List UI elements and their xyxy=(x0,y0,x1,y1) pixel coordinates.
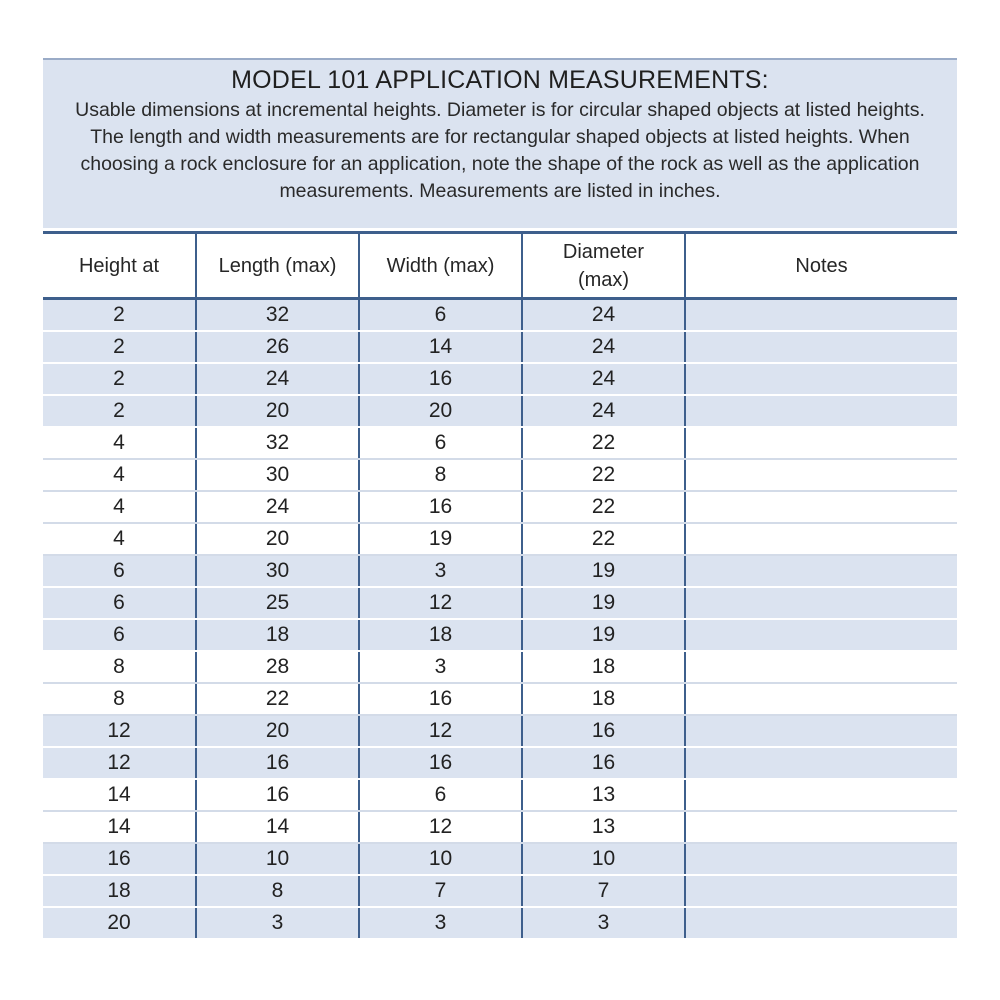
cell-length: 28 xyxy=(196,651,359,683)
cell-width: 7 xyxy=(359,875,522,907)
cell-length: 16 xyxy=(196,779,359,811)
cell-length: 32 xyxy=(196,427,359,459)
column-header-diameter xyxy=(522,233,685,299)
cell-width: 8 xyxy=(359,459,522,491)
table-row xyxy=(43,587,957,619)
cell-notes xyxy=(685,747,957,779)
cell-notes xyxy=(685,331,957,363)
table-row xyxy=(43,843,957,875)
cell-length: 20 xyxy=(196,523,359,555)
cell-length: 26 xyxy=(196,331,359,363)
cell-diameter: 18 xyxy=(522,651,685,683)
table-header xyxy=(43,233,957,299)
cell-height: 2 xyxy=(43,331,196,363)
cell-notes xyxy=(685,587,957,619)
cell-notes xyxy=(685,811,957,843)
cell-height: 4 xyxy=(43,491,196,523)
header-box xyxy=(43,58,957,228)
cell-height: 12 xyxy=(43,715,196,747)
table-row xyxy=(43,395,957,427)
cell-notes xyxy=(685,779,957,811)
header-row xyxy=(43,233,957,299)
cell-length: 20 xyxy=(196,395,359,427)
measurements-table xyxy=(43,231,957,940)
table-row xyxy=(43,491,957,523)
table-row xyxy=(43,651,957,683)
cell-width: 19 xyxy=(359,523,522,555)
column-header-width: Width (max) xyxy=(359,233,522,299)
cell-height: 2 xyxy=(43,363,196,395)
cell-diameter: 10 xyxy=(522,843,685,875)
cell-notes xyxy=(685,299,957,332)
cell-notes xyxy=(685,843,957,875)
table-row xyxy=(43,907,957,939)
cell-height: 6 xyxy=(43,587,196,619)
cell-diameter: 13 xyxy=(522,779,685,811)
cell-height: 2 xyxy=(43,299,196,332)
table-row xyxy=(43,715,957,747)
cell-diameter: 3 xyxy=(522,907,685,939)
column-header-height: Height at xyxy=(43,233,196,299)
cell-width: 6 xyxy=(359,779,522,811)
table-row xyxy=(43,523,957,555)
cell-width: 16 xyxy=(359,683,522,715)
cell-length: 18 xyxy=(196,619,359,651)
cell-diameter: 13 xyxy=(522,811,685,843)
cell-length: 20 xyxy=(196,715,359,747)
cell-notes xyxy=(685,523,957,555)
cell-diameter: 19 xyxy=(522,555,685,587)
cell-diameter: 22 xyxy=(522,459,685,491)
cell-length: 30 xyxy=(196,459,359,491)
cell-diameter: 16 xyxy=(522,747,685,779)
cell-width: 14 xyxy=(359,331,522,363)
cell-width: 12 xyxy=(359,587,522,619)
cell-diameter: 16 xyxy=(522,715,685,747)
cell-diameter: 7 xyxy=(522,875,685,907)
cell-width: 16 xyxy=(359,363,522,395)
cell-height: 6 xyxy=(43,619,196,651)
description-text: Usable dimensions at incremental heights. Diameter is for circular shaped objects at listed heights. The length and width measurements are for rectangular shaped objects at listed heights. When choosing a rock enclosure for an application, note the shape of the rock as well as the application measurements. Measurements are listed in inches. xyxy=(75,99,925,202)
table-row xyxy=(43,683,957,715)
cell-width: 12 xyxy=(359,715,522,747)
cell-length: 24 xyxy=(196,491,359,523)
cell-diameter: 22 xyxy=(522,523,685,555)
cell-notes xyxy=(685,491,957,523)
cell-diameter: 22 xyxy=(522,491,685,523)
cell-notes xyxy=(685,619,957,651)
cell-width: 16 xyxy=(359,491,522,523)
cell-height: 4 xyxy=(43,459,196,491)
cell-height: 8 xyxy=(43,651,196,683)
table-row xyxy=(43,555,957,587)
cell-height: 6 xyxy=(43,555,196,587)
cell-length: 30 xyxy=(196,555,359,587)
cell-length: 3 xyxy=(196,907,359,939)
cell-height: 4 xyxy=(43,427,196,459)
cell-notes xyxy=(685,875,957,907)
table-row xyxy=(43,747,957,779)
table-row xyxy=(43,779,957,811)
cell-height: 8 xyxy=(43,683,196,715)
cell-notes xyxy=(685,651,957,683)
cell-length: 24 xyxy=(196,363,359,395)
cell-length: 32 xyxy=(196,299,359,332)
cell-notes xyxy=(685,427,957,459)
cell-notes xyxy=(685,459,957,491)
table-row xyxy=(43,459,957,491)
column-header-notes: Notes xyxy=(685,233,957,299)
cell-diameter: 24 xyxy=(522,299,685,332)
cell-length: 22 xyxy=(196,683,359,715)
column-header-length: Length (max) xyxy=(196,233,359,299)
cell-width: 3 xyxy=(359,555,522,587)
cell-notes xyxy=(685,555,957,587)
cell-width: 20 xyxy=(359,395,522,427)
cell-notes xyxy=(685,363,957,395)
cell-width: 6 xyxy=(359,299,522,332)
cell-diameter: 24 xyxy=(522,395,685,427)
cell-width: 12 xyxy=(359,811,522,843)
measurement-sheet xyxy=(43,58,957,940)
table-row xyxy=(43,363,957,395)
cell-height: 14 xyxy=(43,779,196,811)
table-row xyxy=(43,427,957,459)
cell-width: 3 xyxy=(359,651,522,683)
cell-width: 18 xyxy=(359,619,522,651)
table-row xyxy=(43,619,957,651)
cell-width: 16 xyxy=(359,747,522,779)
column-header-diameter-label: Diameter (max) xyxy=(562,240,645,291)
page-title: MODEL 101 APPLICATION MEASUREMENTS: xyxy=(231,66,769,94)
cell-notes xyxy=(685,683,957,715)
table-row xyxy=(43,299,957,332)
cell-diameter: 19 xyxy=(522,619,685,651)
cell-width: 6 xyxy=(359,427,522,459)
cell-length: 10 xyxy=(196,843,359,875)
cell-length: 14 xyxy=(196,811,359,843)
table-row xyxy=(43,875,957,907)
cell-diameter: 18 xyxy=(522,683,685,715)
cell-notes xyxy=(685,907,957,939)
cell-diameter: 24 xyxy=(522,363,685,395)
table-row xyxy=(43,811,957,843)
cell-diameter: 24 xyxy=(522,331,685,363)
cell-diameter: 19 xyxy=(522,587,685,619)
cell-diameter: 22 xyxy=(522,427,685,459)
cell-length: 8 xyxy=(196,875,359,907)
cell-notes xyxy=(685,715,957,747)
table-row xyxy=(43,331,957,363)
table-body xyxy=(43,299,957,940)
cell-notes xyxy=(685,395,957,427)
cell-height: 18 xyxy=(43,875,196,907)
cell-length: 25 xyxy=(196,587,359,619)
cell-width: 10 xyxy=(359,843,522,875)
cell-height: 14 xyxy=(43,811,196,843)
cell-height: 4 xyxy=(43,523,196,555)
cell-height: 20 xyxy=(43,907,196,939)
cell-length: 16 xyxy=(196,747,359,779)
cell-height: 2 xyxy=(43,395,196,427)
cell-width: 3 xyxy=(359,907,522,939)
cell-height: 16 xyxy=(43,843,196,875)
cell-height: 12 xyxy=(43,747,196,779)
